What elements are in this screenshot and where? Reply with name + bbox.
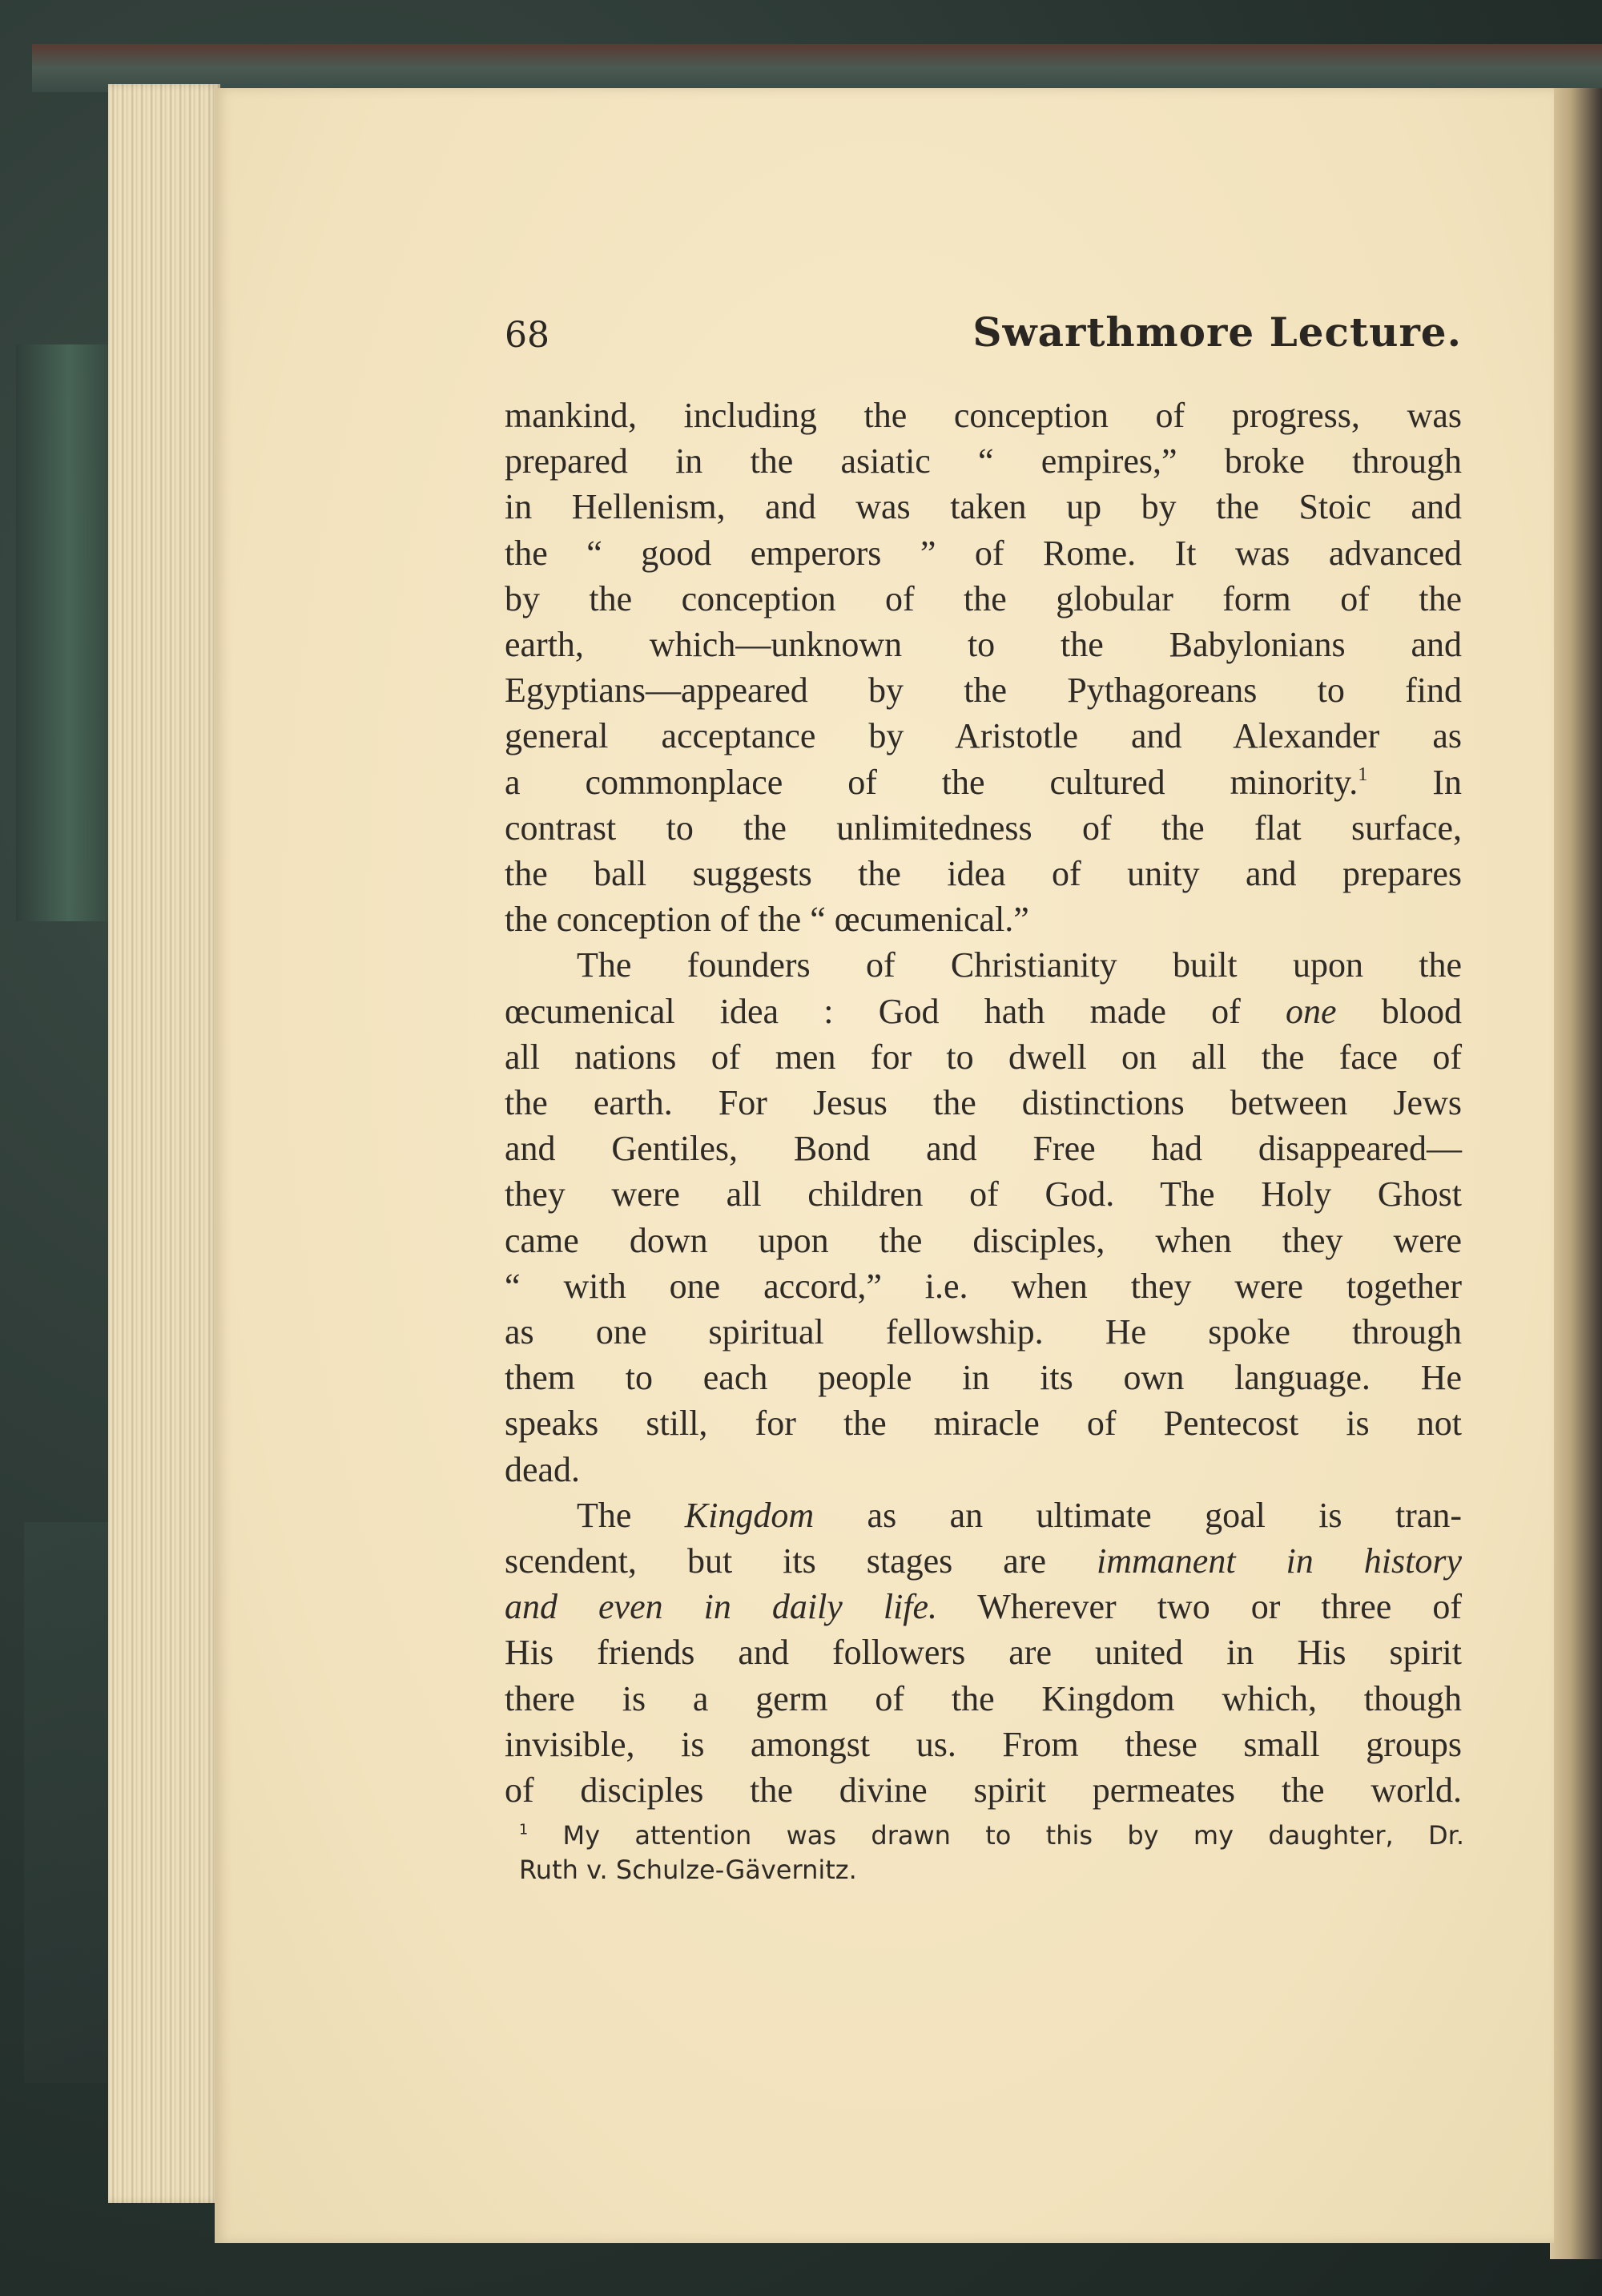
page-number: 68 bbox=[505, 315, 549, 356]
text-line-segment: The bbox=[577, 1495, 632, 1535]
text-line: they were all children of God. The Holy Ghost bbox=[505, 1174, 1462, 1214]
binding-band bbox=[16, 344, 112, 921]
text-line-segment: œcumenical idea : God hath made of bbox=[505, 991, 1241, 1031]
footnote-text: My attention was drawn to this by my daughter, Dr. bbox=[562, 1820, 1465, 1851]
italic-emphasis: and even in daily life. bbox=[505, 1587, 938, 1627]
paragraph-3 bbox=[505, 1492, 1462, 1813]
page-edges bbox=[108, 84, 220, 2203]
body-text bbox=[505, 393, 1462, 1813]
text-line-segment: scendent, but its stages are bbox=[505, 1541, 1046, 1581]
text-line: prepared in the asiatic “ empires,” broke through bbox=[505, 441, 1462, 481]
text-line: in Hellenism, and was taken up by the Stoic and bbox=[505, 487, 1462, 527]
footnote-line bbox=[519, 1819, 1464, 1853]
text-line: and Gentiles, Bond and Free had disappeared— bbox=[505, 1129, 1462, 1169]
text-line: earth, which—unknown to the Babylonians and bbox=[505, 625, 1462, 665]
text-line: contrast to the unlimitedness of the flat surface, bbox=[505, 808, 1462, 848]
text-line bbox=[505, 759, 1462, 805]
text-line: the “ good emperors ” of Rome. It was advanced bbox=[505, 533, 1462, 573]
text-line bbox=[505, 1584, 1462, 1629]
footnote-marker: 1 bbox=[519, 1822, 529, 1839]
italic-emphasis: one bbox=[1286, 991, 1337, 1031]
cover-top-edge bbox=[32, 44, 1602, 92]
text-line: speaks still, for the miracle of Pentecost is not bbox=[505, 1404, 1462, 1444]
right-page-edge bbox=[1550, 88, 1602, 2259]
footnote bbox=[519, 1819, 1464, 1887]
text-line: them to each people in its own language. He bbox=[505, 1358, 1462, 1398]
text-line: the earth. For Jesus the distinctions between Jews bbox=[505, 1083, 1462, 1123]
text-line: all nations of men for to dwell on all the face of bbox=[505, 1037, 1462, 1077]
running-title: Swarthmore Lecture. bbox=[972, 308, 1462, 356]
text-line: as one spiritual fellowship. He spoke through bbox=[505, 1312, 1462, 1352]
text-line: dead. bbox=[505, 1449, 581, 1489]
paragraph-1 bbox=[505, 393, 1462, 942]
text-line bbox=[505, 989, 1462, 1034]
text-line-segment: as an ultimate goal is tran- bbox=[867, 1495, 1463, 1535]
text-line: of disciples the divine spirit permeates the world. bbox=[505, 1770, 1462, 1811]
italic-emphasis: Kingdom bbox=[684, 1495, 815, 1535]
footnote-line: Ruth v. Schulze-Gävernitz. bbox=[519, 1855, 857, 1885]
text-line bbox=[505, 1538, 1462, 1584]
text-line: Egyptians—appeared by the Pythagoreans to find bbox=[505, 671, 1462, 711]
text-line: The founders of Christianity built upon the bbox=[577, 945, 1462, 985]
text-line: general acceptance by Aristotle and Alexander as bbox=[505, 716, 1462, 756]
italic-emphasis: immanent in history bbox=[1097, 1541, 1463, 1581]
text-line: by the conception of the globular form of the bbox=[505, 578, 1462, 618]
page-header bbox=[505, 308, 1462, 365]
text-line: “ with one accord,” i.e. when they were together bbox=[505, 1266, 1462, 1306]
text-line-segment: In bbox=[1432, 762, 1462, 802]
text-line-segment: a commonplace of the cultured minority. bbox=[505, 762, 1358, 802]
binding-band-lower bbox=[24, 1522, 112, 2083]
text-line bbox=[505, 1492, 1462, 1538]
text-line: the ball suggests the idea of unity and prepares bbox=[505, 854, 1462, 894]
footnote-reference: 1 bbox=[1358, 763, 1368, 785]
text-line: came down upon the disciples, when they were bbox=[505, 1220, 1462, 1260]
text-line: mankind, including the conception of progress, was bbox=[505, 396, 1462, 435]
text-line: the conception of the “ œcumenical.” bbox=[505, 900, 1029, 940]
text-line: there is a germ of the Kingdom which, though bbox=[505, 1678, 1462, 1718]
paragraph-2 bbox=[505, 942, 1462, 1492]
text-line: invisible, is amongst us. From these small groups bbox=[505, 1724, 1462, 1764]
text-line: His friends and followers are united in His spirit bbox=[505, 1633, 1462, 1673]
text-line-segment: blood bbox=[1381, 991, 1463, 1031]
text-line-segment: Wherever two or three of bbox=[977, 1587, 1462, 1627]
